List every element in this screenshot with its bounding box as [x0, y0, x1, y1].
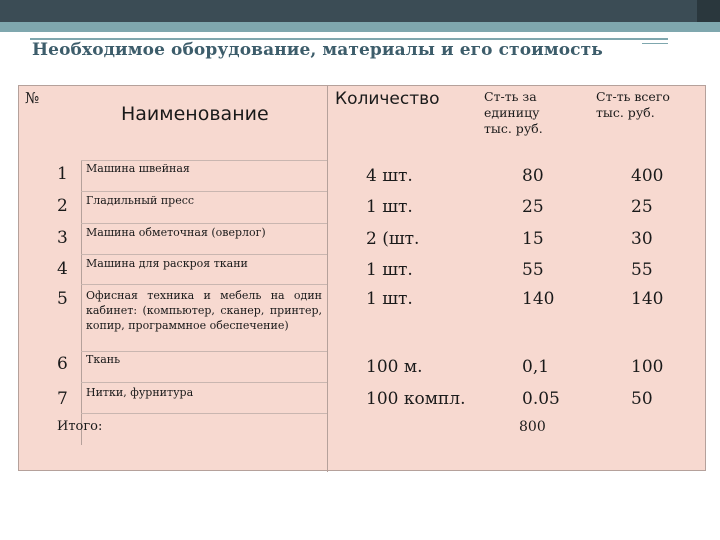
row-divider [81, 351, 327, 352]
header-unit-cost-line3: тыс. руб. [484, 121, 543, 136]
row-quantity: 2 (шт. [366, 229, 420, 249]
row-quantity: 1 шт. [366, 289, 413, 309]
row-number: 1 [57, 164, 68, 184]
row-quantity: 1 шт. [366, 260, 413, 280]
row-unit-cost: 140 [522, 289, 555, 309]
column-divider [327, 86, 328, 472]
header-total-cost [596, 89, 670, 121]
row-divider [81, 160, 327, 161]
header-total-cost-line1: Ст-ть всего [596, 89, 670, 104]
row-unit-cost: 25 [522, 197, 544, 217]
row-total-cost: 55 [631, 260, 653, 280]
row-name: Машина обметочная (оверлог) [86, 226, 266, 239]
row-name: Нитки, фурнитура [86, 386, 194, 399]
row-unit-cost: 15 [522, 229, 544, 249]
row-name: Машина швейная [86, 162, 190, 175]
header-unit-cost-line1: Ст-ть за [484, 89, 537, 104]
header-quantity: Количество [335, 89, 440, 109]
row-total-cost: 100 [631, 357, 664, 377]
header-total-cost-line2: тыс. руб. [596, 105, 655, 120]
row-quantity: 100 м. [366, 357, 423, 377]
row-unit-cost: 55 [522, 260, 544, 280]
row-total-cost: 400 [631, 166, 664, 186]
row-quantity: 4 шт. [366, 166, 413, 186]
row-number: 2 [57, 196, 68, 216]
row-divider [81, 223, 327, 224]
row-name: Машина для раскроя ткани [86, 257, 248, 270]
row-quantity: 100 компл. [366, 389, 466, 409]
total-label: Итого: [57, 419, 103, 434]
row-unit-cost: 80 [522, 166, 544, 186]
header-number: № [25, 89, 40, 107]
header-bar [0, 0, 720, 22]
header-name: Наименование [121, 103, 269, 125]
row-quantity: 1 шт. [366, 197, 413, 217]
row-unit-cost: 0.05 [522, 389, 560, 409]
total-sum: 800 [519, 419, 546, 435]
row-number: 5 [57, 289, 68, 309]
header-unit-cost-line2: единицу [484, 105, 540, 120]
row-name: Гладильный пресс [86, 194, 195, 207]
column-divider [81, 160, 82, 445]
header-unit-cost [484, 89, 543, 137]
row-divider [81, 191, 327, 192]
row-divider [81, 254, 327, 255]
row-name: Ткань [86, 353, 121, 366]
row-total-cost: 30 [631, 229, 653, 249]
slide-title: Необходимое оборудование, материалы и его стоимость [32, 40, 603, 60]
row-divider [81, 284, 327, 285]
title-rule-short [642, 43, 668, 44]
row-number: 6 [57, 354, 68, 374]
row-total-cost: 50 [631, 389, 653, 409]
row-divider [81, 413, 327, 414]
row-number: 3 [57, 228, 68, 248]
equipment-table [18, 85, 706, 471]
header-accent-bar [0, 22, 720, 32]
row-unit-cost: 0,1 [522, 357, 550, 377]
row-number: 7 [57, 389, 68, 409]
header-bar-corner [697, 0, 720, 22]
row-name: Офисная техника и мебель на один кабинет: (компьютер, сканер, принтер, копир, программное обеспечение) [86, 289, 322, 332]
row-total-cost: 140 [631, 289, 664, 309]
row-number: 4 [57, 259, 68, 279]
row-divider [81, 382, 327, 383]
row-total-cost: 25 [631, 197, 653, 217]
